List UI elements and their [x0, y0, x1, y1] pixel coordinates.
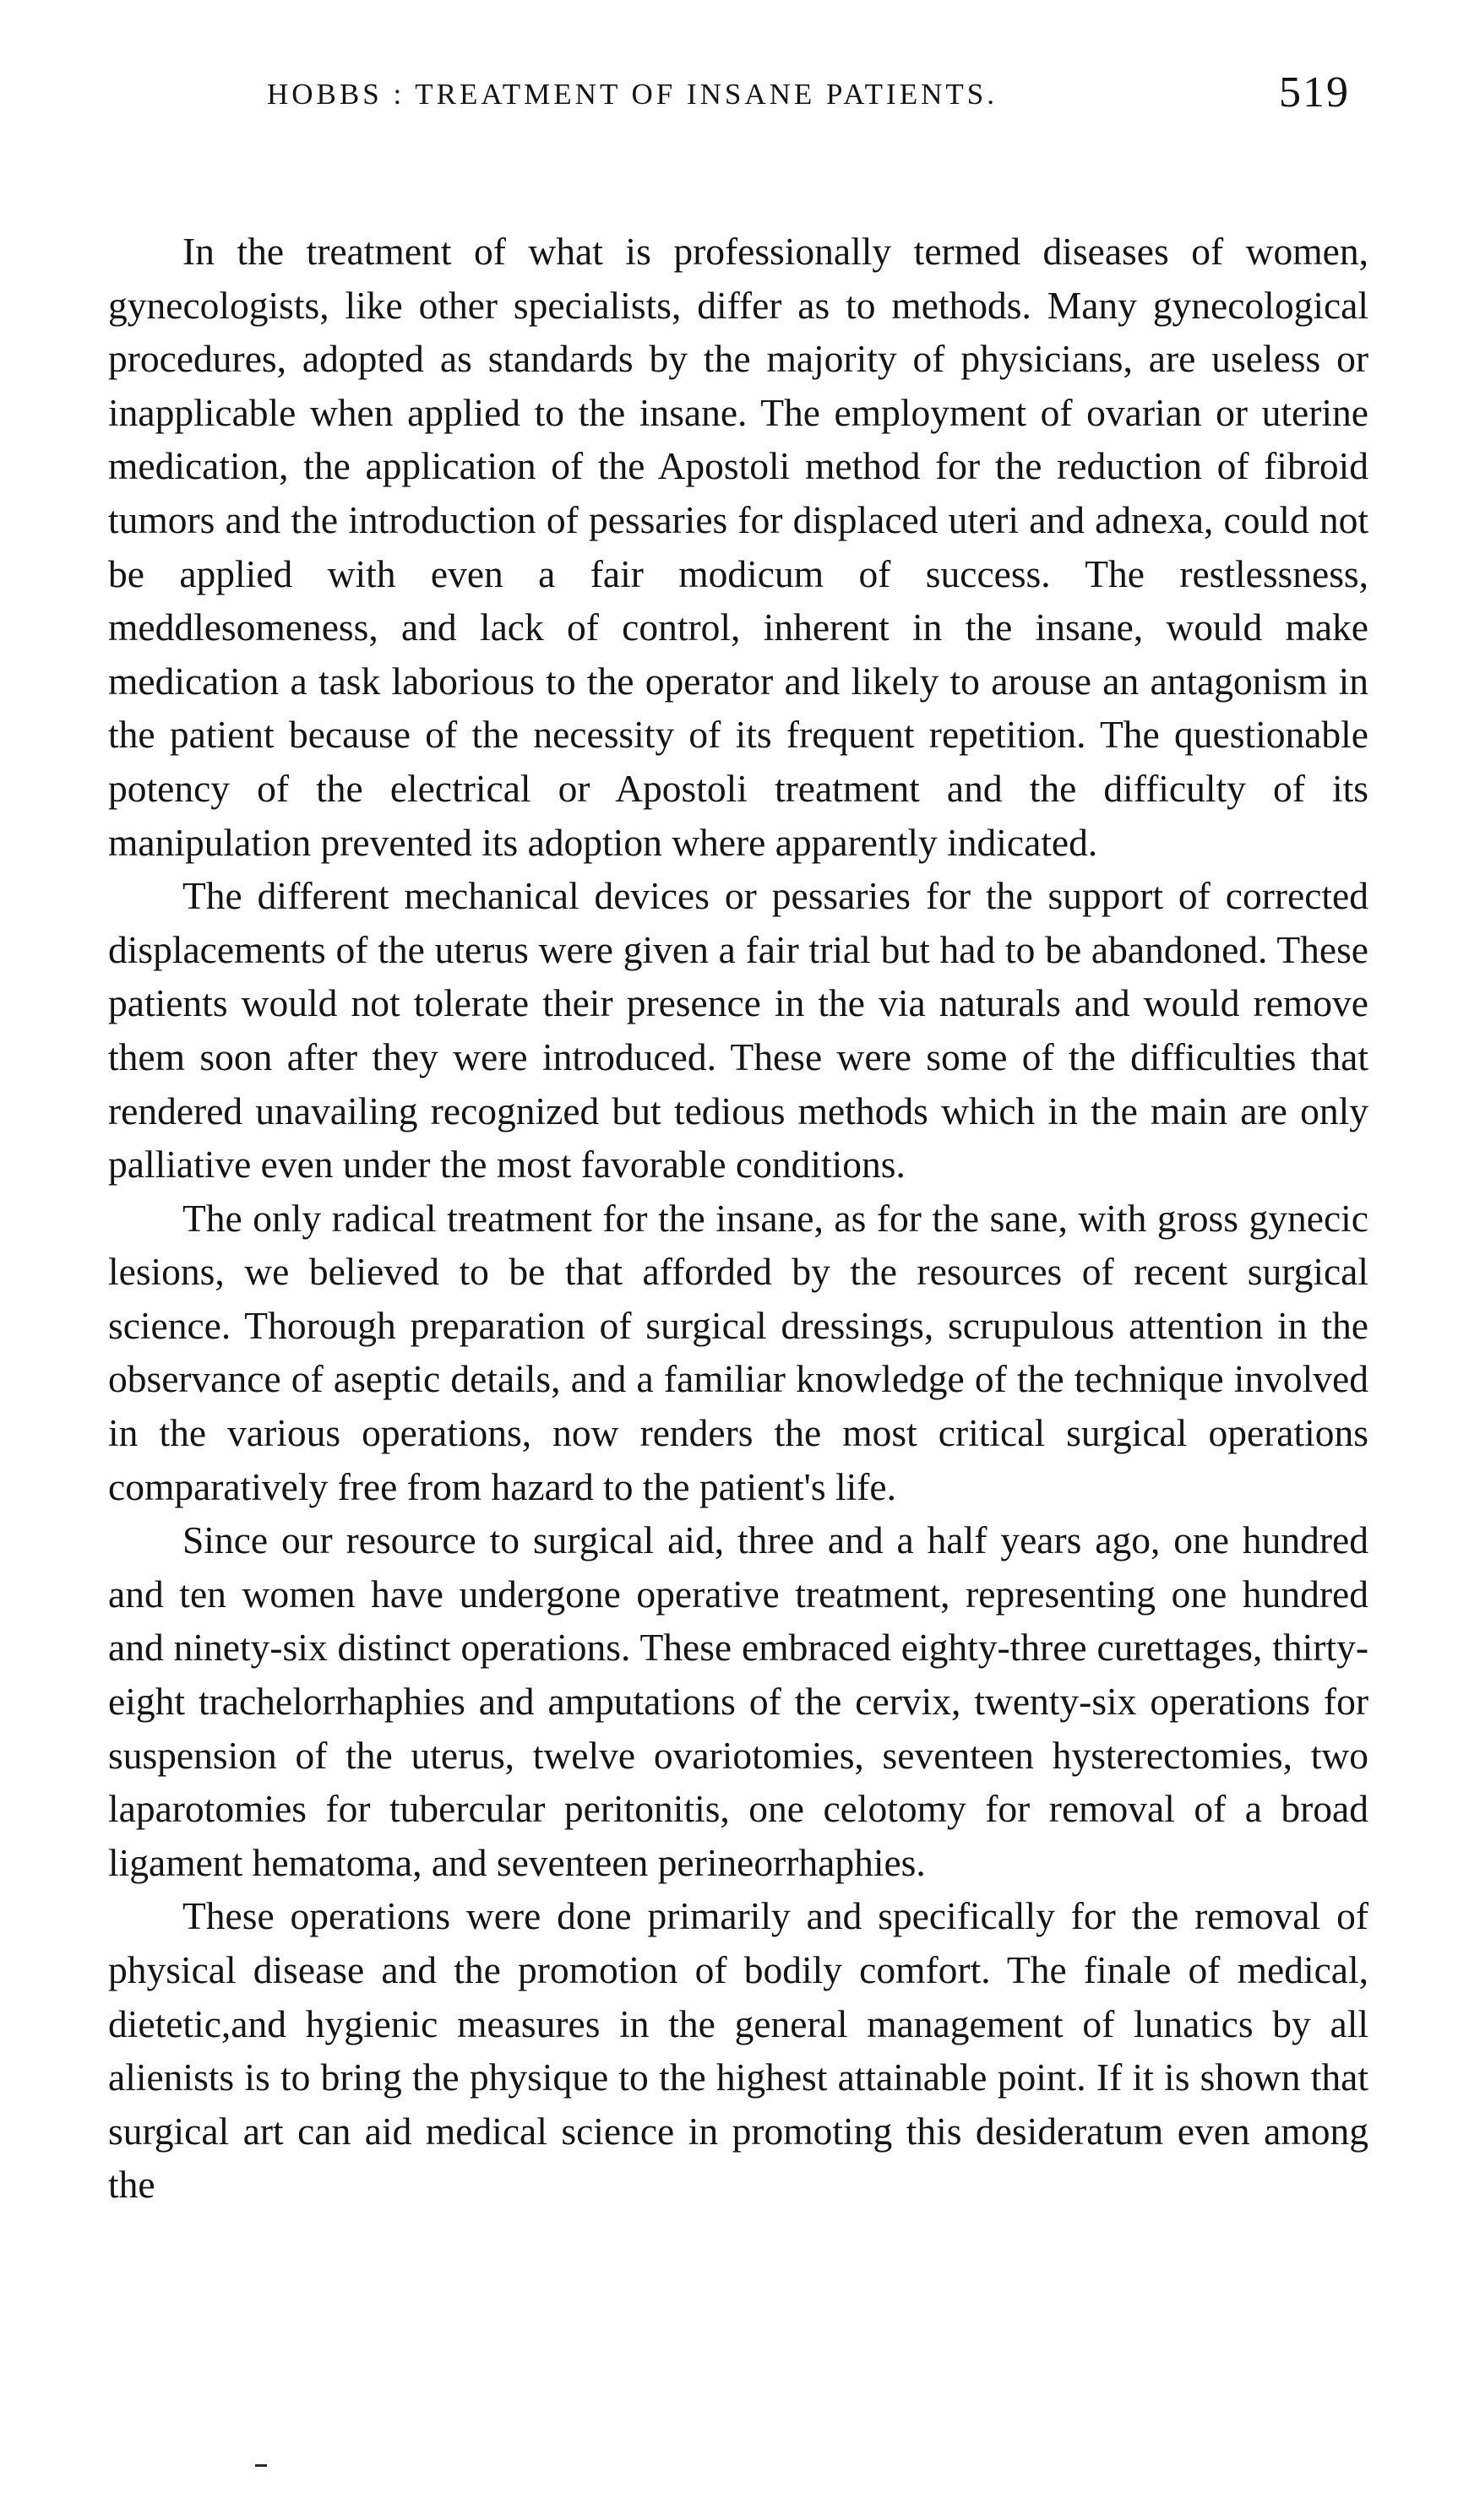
paragraph-5: These operations were done primarily and specifically for the removal of physical disease and the promotion of bodily comfort. The finale of medical, dietetic,and hygienic measures in the general management of lunatics by all alienists is to bring the physique to the highest attainable point. If it is shown that surgical art can aid medical science in promoting this desideratum even among the — [108, 1894, 1368, 2207]
running-head — [108, 68, 1368, 135]
body-text — [108, 225, 1368, 2212]
paragraph-2: The different mechanical devices or pessaries for the support of corrected displacements of the uterus were given a fair trial but had to be abandoned. These patients would not tolerate their presence in the via naturals and would remove them soon after they were introduced. These were some of the difficulties that rendered unavailing recognized but tedious methods which in the main are only palliative even under the most favorable conditions. — [108, 874, 1368, 1187]
paragraph-1: In the treatment of what is professionally termed diseases of women, gynecologists, like other specialists, differ as to methods. Many gynecological procedures, adopted as standards by the majority of physicians, are useless or inapplicable when applied to the insane. The employment of ovarian or uterine medication, the application of the Apostoli method for the reduction of fibroid tumors and the introduction of pessaries for displaced uteri and adnexa, could not be applied with even a fair modicum of success. The restlessness, meddlesomeness, and lack of control, inherent in the insane, would make medication a task laborious to the operator and likely to arouse an antagonism in the patient because of the necessity of its frequent repetition. The questionable potency of the electrical or Apostoli treatment and the difficulty of its manipulation prevented its adoption where apparently indicated. — [108, 230, 1368, 864]
paragraph-4: Since our resource to surgical aid, three and a half years ago, one hundred and ten women have undergone operative treatment, representing one hundred and ninety-six distinct operations. These embraced eighty-three curettages, thirty-eight trachelorrhaphies and amputations of the cervix, twenty-six operations for suspension of the uterus, twelve ovariotomies, seventeen hysterectomies, two laparotomies for tubercular peritonitis, one celotomy for removal of a broad ligament hematoma, and seventeen perineorrhaphies. — [108, 1518, 1368, 1884]
paragraph-3: The only radical treatment for the insane, as for the sane, with gross gynecic lesions, we believed to be that afforded by the resources of recent surgical science. Thorough preparation of surgical dressings, scrupulous attention in the observance of aseptic details, and a familiar knowledge of the technique involved in the various operations, now renders the most critical surgical operations comparatively free from hazard to the patient's life. — [108, 1196, 1368, 1508]
running-title: HOBBS : TREATMENT OF INSANE PATIENTS. — [267, 78, 998, 111]
printer-mark — [255, 2464, 267, 2467]
book-page — [108, 68, 1368, 2212]
page-number: 519 — [1279, 68, 1350, 117]
